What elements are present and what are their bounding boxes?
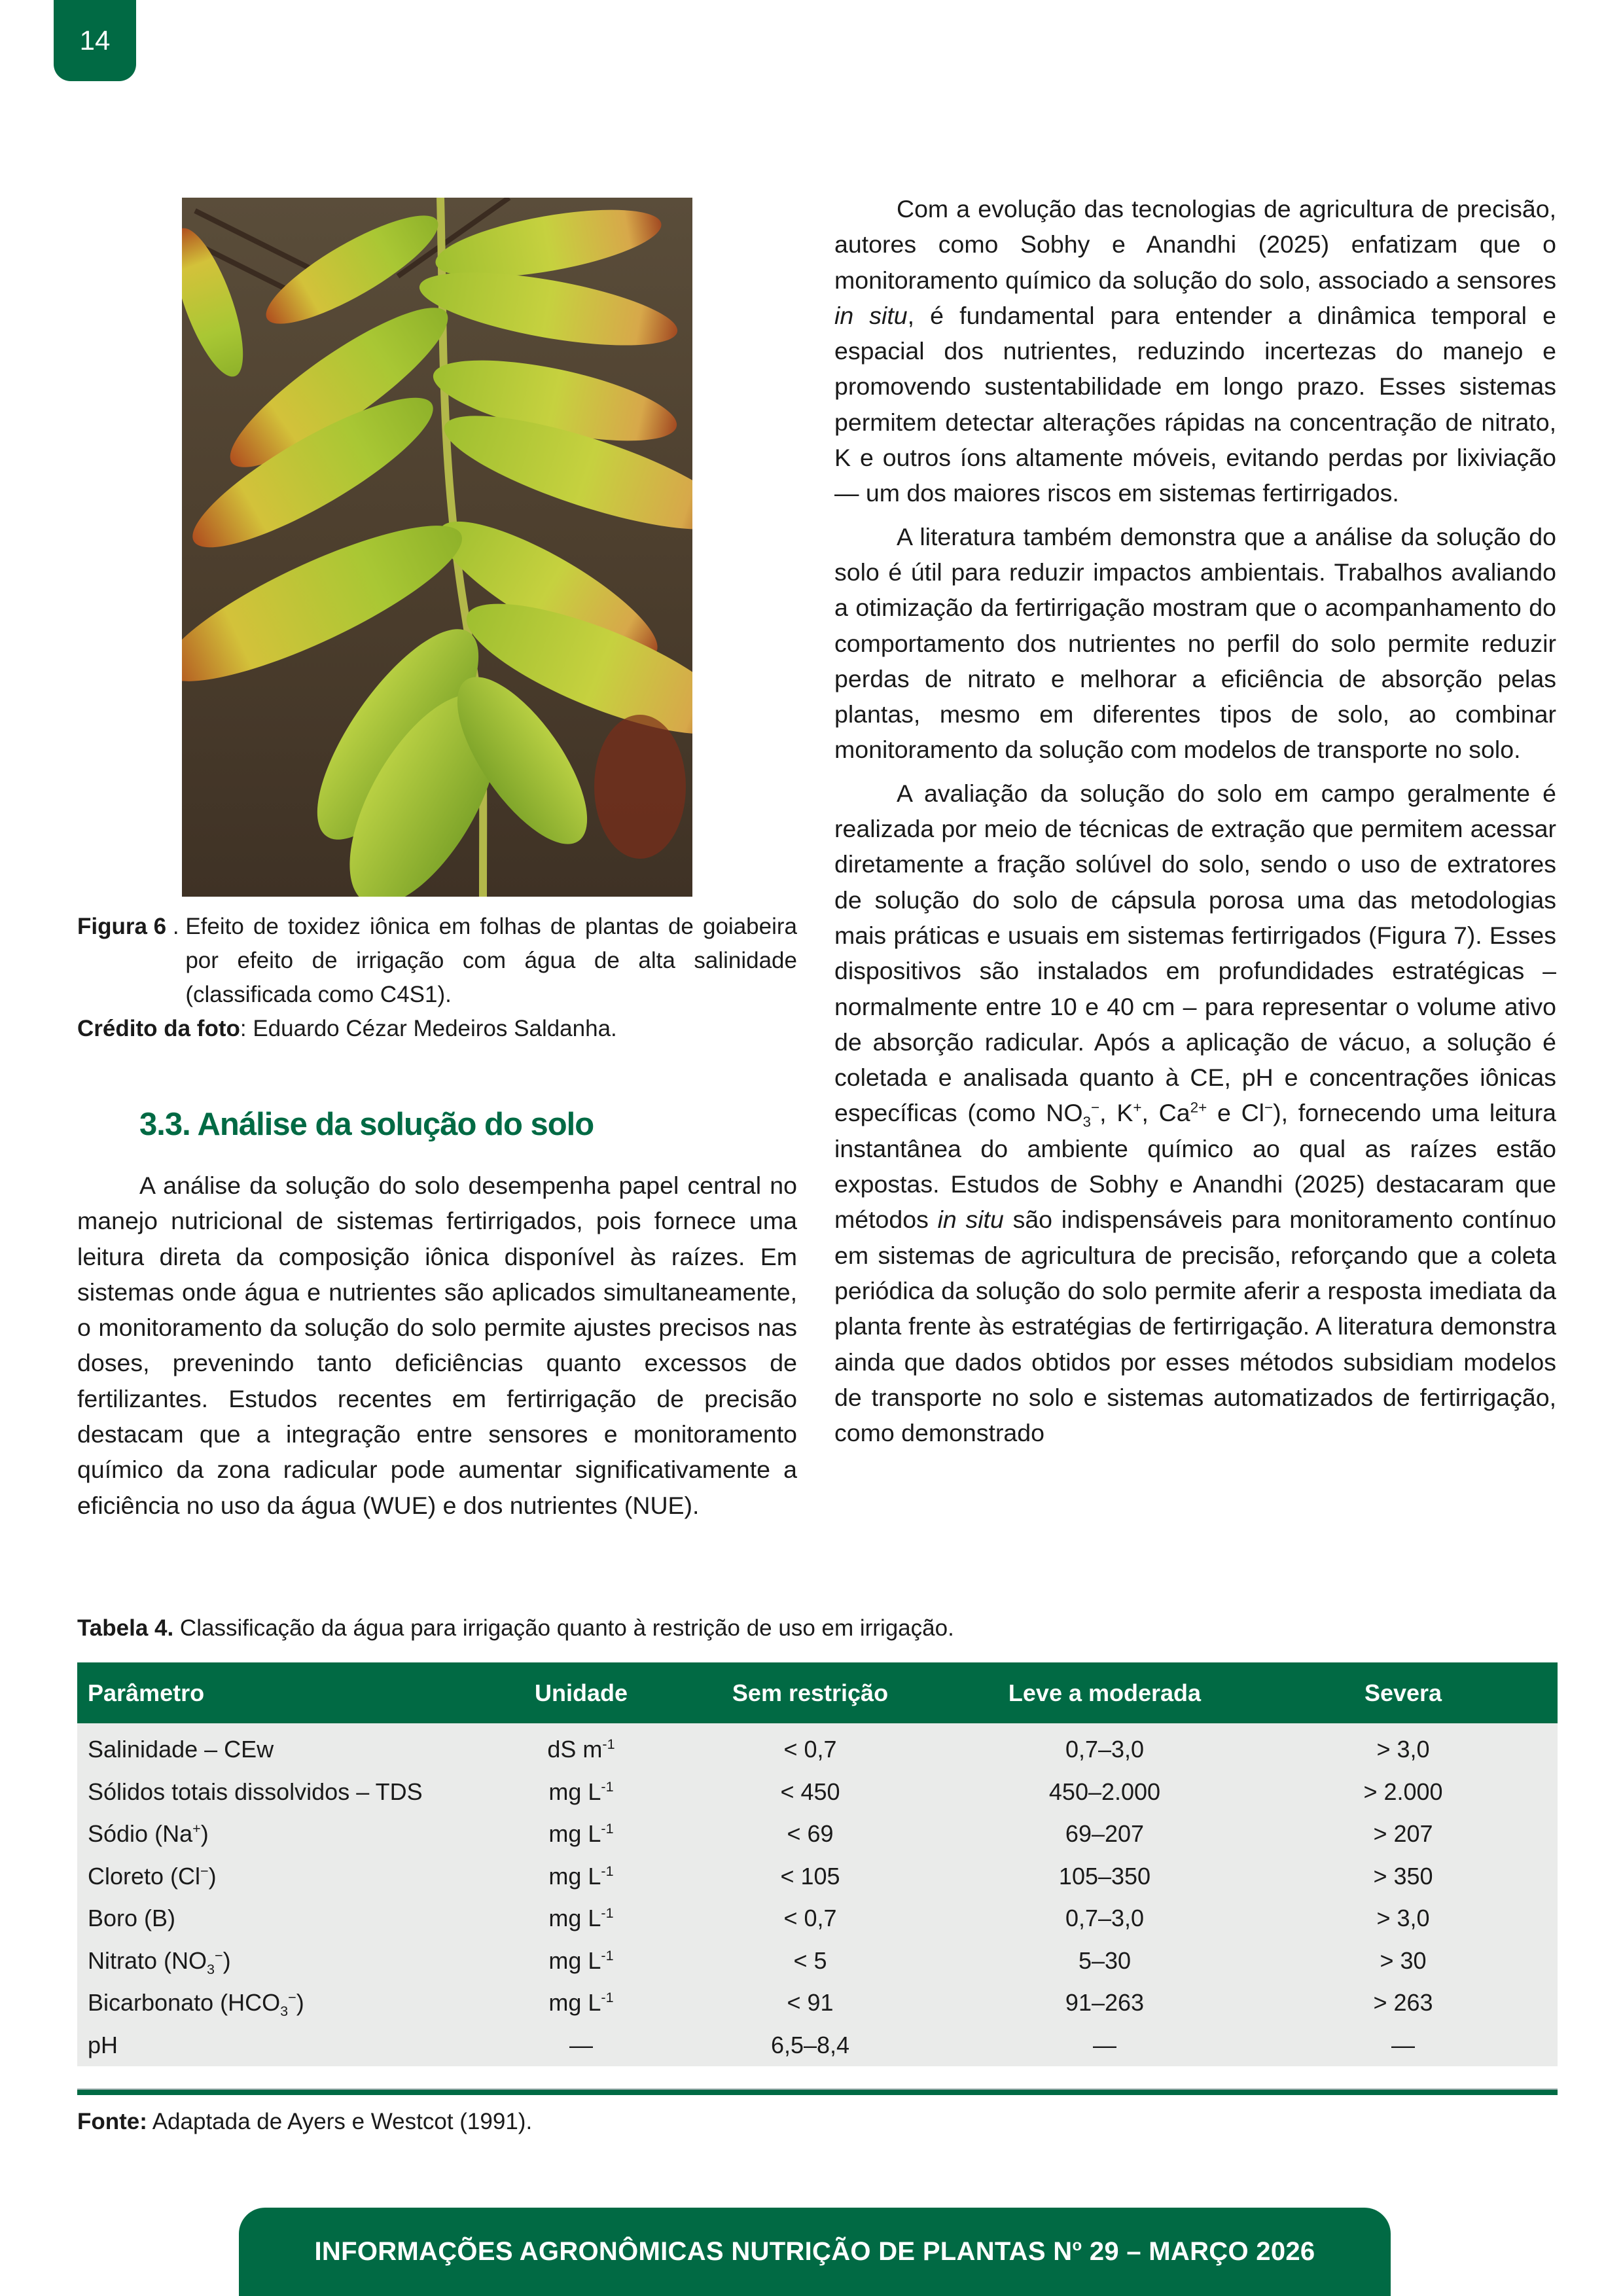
param-text: Salinidade – CEw bbox=[88, 1736, 274, 1763]
param-text: Boro (B) bbox=[88, 1905, 176, 1932]
p3-sub-3: 3 bbox=[1082, 1113, 1092, 1130]
page-number: 14 bbox=[79, 25, 111, 56]
p3-text-f: são indispensáveis para monitoramento contínuo em sistemas de agricultura de precisão, reforçando que a coleta periódica da solução do solo permite aferir a resposta imediata da planta frente às estratégias de fertirrigação. A literatura demonstra ainda que dados obtidos por esses métodos subsidiam modelos de transporte no solo e sistemas automatizados de fertirrigação, como demonstrado bbox=[834, 1206, 1556, 1447]
figure-label bbox=[77, 910, 166, 1012]
cell-parametro bbox=[77, 1940, 503, 1982]
table-header-row bbox=[77, 1662, 1558, 1723]
cell-parametro bbox=[77, 1856, 503, 1898]
unit-sup: -1 bbox=[602, 1736, 615, 1753]
cell-sem-restricao: < 69 bbox=[660, 1813, 961, 1856]
p3-sup-minus: − bbox=[1091, 1099, 1100, 1116]
unit-text: mg L bbox=[548, 1946, 601, 1974]
table-row bbox=[77, 1813, 1558, 1856]
water-classification-table bbox=[77, 1662, 1558, 2066]
footer-bar bbox=[239, 2208, 1391, 2296]
cell-severa: > 3,0 bbox=[1249, 1723, 1558, 1771]
cell-unidade bbox=[503, 2024, 660, 2067]
param-end: ) bbox=[223, 1946, 231, 1974]
param-text: Bicarbonato (HCO bbox=[88, 1989, 281, 2017]
param-text: Cloreto (Cl bbox=[88, 1862, 201, 1890]
param-end: ) bbox=[200, 1820, 209, 1848]
unit-text: mg L bbox=[548, 1862, 601, 1890]
figure-caption bbox=[77, 910, 797, 1046]
cell-unidade bbox=[503, 1723, 660, 1771]
header-severa: Severa bbox=[1249, 1662, 1558, 1723]
table-row bbox=[77, 1940, 1558, 1982]
cell-parametro bbox=[77, 1771, 503, 1814]
param-end: ) bbox=[296, 1989, 304, 2017]
cell-unidade bbox=[503, 1897, 660, 1940]
table-source bbox=[77, 2109, 532, 2135]
cell-severa: — bbox=[1249, 2024, 1558, 2067]
unit-text: mg L bbox=[548, 1905, 601, 1932]
cell-severa: > 207 bbox=[1249, 1813, 1558, 1856]
cell-leve-moderada: 450–2.000 bbox=[961, 1771, 1249, 1814]
table-row bbox=[77, 1856, 1558, 1898]
cell-sem-restricao: < 91 bbox=[660, 1982, 961, 2024]
cell-severa: > 3,0 bbox=[1249, 1897, 1558, 1940]
p3-text-d: e Cl bbox=[1207, 1099, 1264, 1127]
cell-unidade bbox=[503, 1940, 660, 1982]
p3-italic: in situ bbox=[937, 1206, 1004, 1234]
unit-sup: -1 bbox=[601, 1989, 614, 2006]
right-paragraph-2: A literatura também demonstra que a análise da solução do solo é útil para reduzir impactos ambientais. Trabalhos avaliando a otimização da fertirrigação mostram que o acompanhamento do comportamento dos nutrientes no perfil do solo permite reduzir perdas de nitrato e melhorar a eficiência de absorção pelas plantas, mesmo em diferentes tipos de solo, ao combinar monitoramento da solução com modelos de transporte no solo. bbox=[834, 522, 1556, 764]
cell-severa: > 263 bbox=[1249, 1982, 1558, 2024]
cell-parametro bbox=[77, 1723, 503, 1771]
param-sup: − bbox=[215, 1946, 223, 1964]
guava-leaves-photo bbox=[182, 198, 692, 897]
p1-text-a: Com a evolução das tecnologias de agricultura de precisão, autores como Sobhy e Anandhi (2025) enfatizam que o monitoramento químico da solução do solo, associado a sensores bbox=[834, 195, 1556, 294]
cell-sem-restricao: < 0,7 bbox=[660, 1723, 961, 1771]
param-end: ) bbox=[208, 1862, 217, 1890]
param-sub: 3 bbox=[280, 2003, 289, 2020]
cell-severa: > 2.000 bbox=[1249, 1771, 1558, 1814]
unit-sup: -1 bbox=[601, 1946, 614, 1964]
photo-credit-text: : Eduardo Cézar Medeiros Saldanha. bbox=[240, 1016, 617, 1041]
param-text: pH bbox=[88, 2031, 118, 2058]
figure-photo bbox=[182, 198, 692, 897]
cell-leve-moderada: 69–207 bbox=[961, 1813, 1249, 1856]
cell-sem-restricao: < 105 bbox=[660, 1856, 961, 1898]
source-text: Adaptada de Ayers e Westcot (1991). bbox=[147, 2109, 533, 2134]
right-column-text bbox=[834, 191, 1556, 1450]
unit-text: — bbox=[569, 2031, 593, 2058]
param-sup: + bbox=[192, 1820, 201, 1837]
figure-label-separator: . bbox=[166, 914, 186, 939]
table-title-text: Classificação da água para irrigação quanto à restrição de uso em irrigação. bbox=[173, 1615, 954, 1641]
cell-leve-moderada: 105–350 bbox=[961, 1856, 1249, 1898]
photo-credit-label: Crédito da foto bbox=[77, 1016, 240, 1041]
cell-unidade bbox=[503, 1856, 660, 1898]
unit-text: dS m bbox=[547, 1736, 603, 1763]
table-row bbox=[77, 1771, 1558, 1814]
header-leve-moderada: Leve a moderada bbox=[961, 1662, 1249, 1723]
table-bottom-rule bbox=[77, 2089, 1558, 2095]
header-parametro: Parâmetro bbox=[77, 1662, 503, 1723]
unit-sup: -1 bbox=[601, 1778, 614, 1795]
table-title bbox=[77, 1615, 954, 1641]
p3-text-c: , Ca bbox=[1141, 1099, 1190, 1127]
source-label: Fonte: bbox=[77, 2109, 147, 2134]
cell-parametro bbox=[77, 1813, 503, 1856]
unit-sup: -1 bbox=[601, 1905, 614, 1922]
table-row bbox=[77, 2024, 1558, 2067]
cell-leve-moderada: 5–30 bbox=[961, 1940, 1249, 1982]
section-heading: 3.3. Análise da solução do solo bbox=[139, 1107, 594, 1142]
footer-text-b: 29 – MARÇO 2026 bbox=[1082, 2237, 1315, 2266]
unit-text: mg L bbox=[548, 1989, 601, 2017]
cell-parametro bbox=[77, 1897, 503, 1940]
cell-leve-moderada: 0,7–3,0 bbox=[961, 1723, 1249, 1771]
cell-leve-moderada: 91–263 bbox=[961, 1982, 1249, 2024]
header-sem-restricao: Sem restrição bbox=[660, 1662, 961, 1723]
p1-italic: in situ bbox=[834, 301, 908, 329]
table-row bbox=[77, 1982, 1558, 2024]
cell-sem-restricao: 6,5–8,4 bbox=[660, 2024, 961, 2067]
cell-severa: > 350 bbox=[1249, 1856, 1558, 1898]
p3-text-e: ), fornecendo uma leitura instantânea do ambiente químico ao qual as raízes estão expostas. Estudos de Sobhy e Anandhi (2025) destacaram que métodos bbox=[834, 1099, 1556, 1234]
footer-text-a: INFORMAÇÕES AGRONÔMICAS NUTRIÇÃO DE PLANTAS N bbox=[314, 2237, 1073, 2266]
cell-unidade bbox=[503, 1771, 660, 1814]
unit-text: mg L bbox=[548, 1820, 601, 1848]
right-paragraph-3 bbox=[834, 776, 1556, 1451]
figure-caption-text: Efeito de toxidez iônica em folhas de plantas de goiabeira por efeito de irrigação com água de alta salinidade (classificada como C4S1). bbox=[185, 914, 797, 1007]
param-sup: − bbox=[288, 1989, 296, 2006]
unit-sup: -1 bbox=[601, 1820, 614, 1837]
unit-text: mg L bbox=[548, 1778, 601, 1805]
footer-text bbox=[315, 2237, 1315, 2267]
header-unidade: Unidade bbox=[503, 1662, 660, 1723]
p3-text-a: A avaliação da solução do solo em campo geralmente é realizada por meio de técnicas de extração que permitem acessar diretamente a fração solúvel do solo, sendo o uso de extratores de solução do solo de cápsula porosa uma das metodologias mais práticas e usuais em sistemas fertirrigados (Figura 7). Esses dispositivos são instalados em profundidades estratégicas – normalmente entre 10 e 40 cm – para representar o volume ativo de absorção radicular. Após a aplicação de vácuo, a solução é coletada e analisada quanto à CE, pH e concentrações iônicas específicas (como NO bbox=[834, 779, 1556, 1127]
table-title-label: Tabela 4. bbox=[77, 1615, 174, 1641]
p1-text-b: , é fundamental para entender a dinâmica temporal e espacial dos nutrientes, reduzindo incertezas do manejo e promovendo sustentabilidade em longo prazo. Esses sistemas permitem detectar alterações rápidas na concentração de nitrato, K e outros íons altamente móveis, evitando perdas por lixiviação — um dos maiores riscos em sistemas fertirrigados. bbox=[834, 301, 1556, 507]
unit-sup: -1 bbox=[601, 1862, 614, 1879]
page-number-tab bbox=[54, 0, 136, 81]
cell-parametro bbox=[77, 1982, 503, 2024]
param-text: Sódio (Na bbox=[88, 1820, 193, 1848]
figure-label-text: Figura 6 bbox=[77, 914, 167, 939]
cell-unidade bbox=[503, 1813, 660, 1856]
p3-sup-minus-2: − bbox=[1264, 1099, 1274, 1116]
left-column-text bbox=[77, 1168, 797, 1523]
footer-sup: o bbox=[1072, 2236, 1082, 2255]
param-text: Nitrato (NO bbox=[88, 1946, 207, 1974]
cell-leve-moderada: 0,7–3,0 bbox=[961, 1897, 1249, 1940]
p3-text-b: , K bbox=[1099, 1099, 1133, 1127]
cell-leve-moderada: — bbox=[961, 2024, 1249, 2067]
param-sub: 3 bbox=[207, 1960, 215, 1977]
cell-parametro bbox=[77, 2024, 503, 2067]
p3-sup-2plus: 2+ bbox=[1190, 1099, 1207, 1116]
cell-sem-restricao: < 450 bbox=[660, 1771, 961, 1814]
right-paragraph-1 bbox=[834, 191, 1556, 511]
p3-sup-plus: + bbox=[1133, 1099, 1142, 1116]
table-row bbox=[77, 1897, 1558, 1940]
cell-severa: > 30 bbox=[1249, 1940, 1558, 1982]
cell-unidade bbox=[503, 1982, 660, 2024]
cell-sem-restricao: < 0,7 bbox=[660, 1897, 961, 1940]
param-sup: − bbox=[200, 1862, 209, 1879]
left-paragraph: A análise da solução do solo desempenha papel central no manejo nutricional de sistemas fertirrigados, pois fornece uma leitura direta da composição iônica disponível às raízes. Em sistemas onde água e nutrientes são aplicados simultaneamente, o monitoramento da solução do solo permite ajustes precisos nas doses, prevenindo tanto deficiências quanto excessos de fertilizantes. Estudos recentes em fertirrigação de precisão destacam que a integração entre sensores e monitoramento químico da zona radicular pode aumentar significativamente a eficiência no uso da água (WUE) e dos nutrientes (NUE). bbox=[77, 1172, 797, 1519]
cell-sem-restricao: < 5 bbox=[660, 1940, 961, 1982]
param-text: Sólidos totais dissolvidos – TDS bbox=[88, 1778, 423, 1805]
table-row bbox=[77, 1723, 1558, 1771]
